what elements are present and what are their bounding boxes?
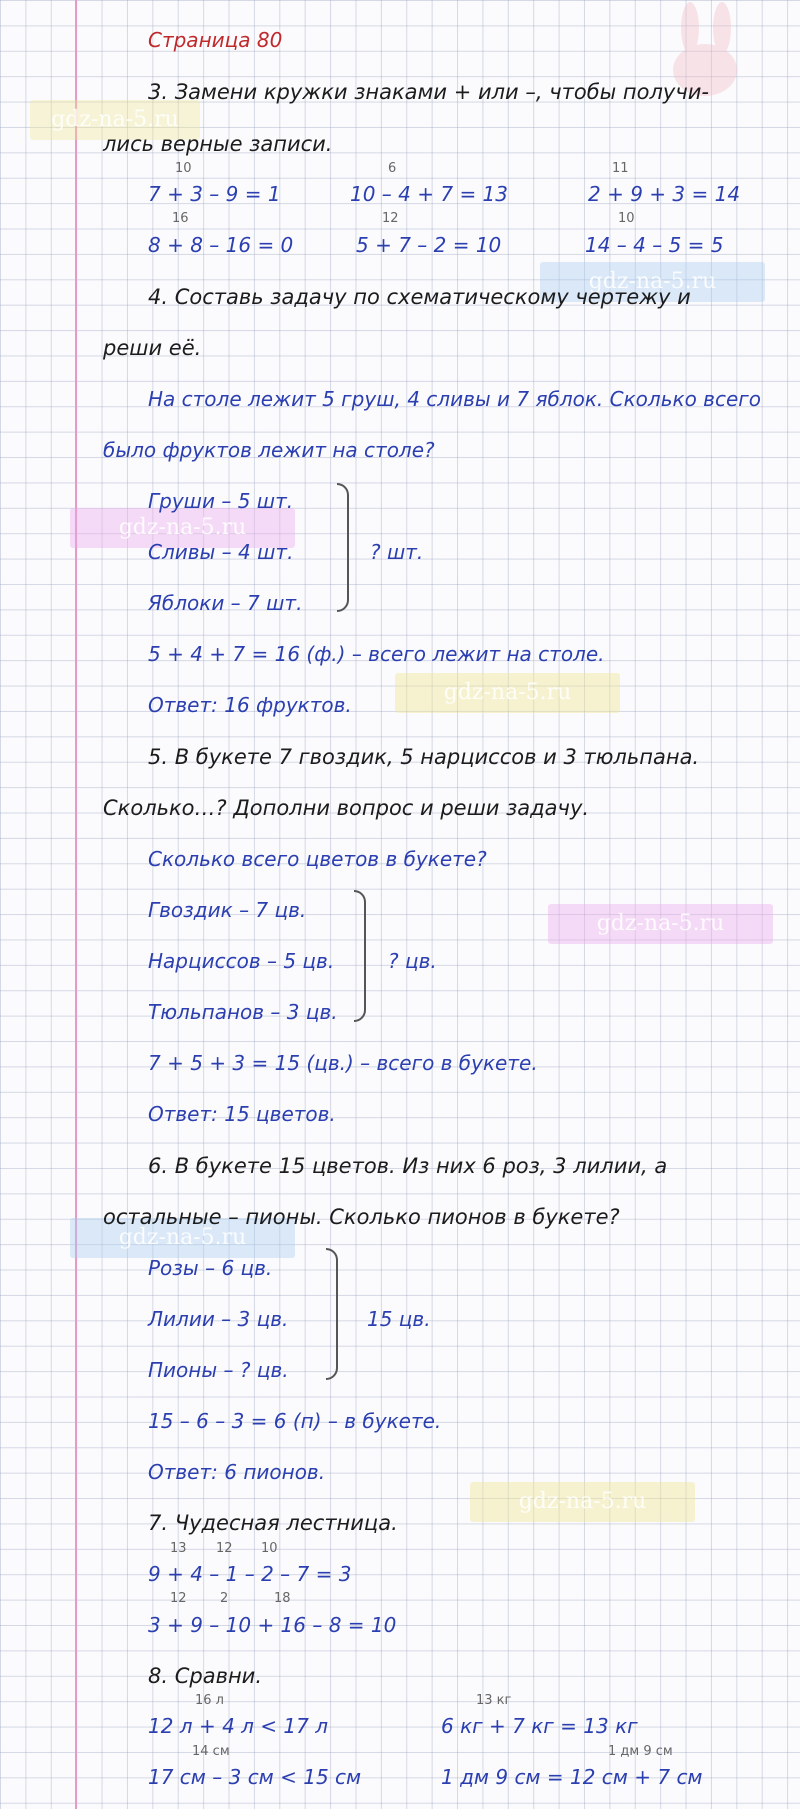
watermark: gdz-na-5.ru	[70, 1218, 295, 1258]
task4-scheme-item: Груши – 5 шт.	[148, 489, 294, 513]
task4-brace	[337, 483, 349, 612]
task8-comparison: 17 см – 3 см < 15 см	[148, 1765, 362, 1789]
task4-answer: Ответ: 16 фруктов.	[148, 693, 352, 717]
task7-title: 7. Чудесная лестница.	[148, 1511, 398, 1535]
task6-scheme-item: Розы – 6 цв.	[148, 1256, 273, 1280]
task7-note: 2	[220, 1591, 229, 1606]
task5-solution: 7 + 5 + 3 = 15 (цв.) – всего в букете.	[148, 1051, 538, 1075]
task6-scheme-item: Лилии – 3 цв.	[148, 1307, 289, 1331]
task3-line1: 3. Замени кружки знаками + или –, чтобы получи-	[148, 80, 709, 104]
task3-equation: 8 + 8 – 16 = 0	[148, 233, 294, 257]
watermark: gdz-na-5.ru	[30, 100, 200, 140]
watermark: gdz-na-5.ru	[470, 1482, 695, 1522]
watermark: gdz-na-5.ru	[548, 904, 773, 944]
watermark: gdz-na-5.ru	[70, 508, 295, 548]
task4-line2: реши её.	[103, 336, 202, 360]
task8-comparison: 12 л + 4 л < 17 л	[148, 1714, 328, 1738]
task5-scheme-total: ? цв.	[388, 949, 437, 973]
task3-note: 10	[618, 211, 635, 226]
task3-line2: лись верные записи.	[103, 132, 333, 156]
task7-note: 13	[170, 1541, 187, 1556]
task6-line1: 6. В букете 15 цветов. Из них 6 роз, 3 лилии, а	[148, 1154, 668, 1178]
task5-question: Сколько всего цветов в букете?	[148, 847, 487, 871]
task8-title: 8. Сравни.	[148, 1664, 263, 1688]
task3-note: 11	[612, 161, 629, 176]
task3-note: 16	[172, 211, 189, 226]
task5-scheme-item: Тюльпанов – 3 цв.	[148, 1000, 338, 1024]
task3-note: 10	[175, 161, 192, 176]
task3-equation: 14 – 4 – 5 = 5	[585, 233, 724, 257]
task5-scheme-item: Гвоздик – 7 цв.	[148, 898, 307, 922]
task6-answer: Ответ: 6 пионов.	[148, 1460, 326, 1484]
watermark: gdz-na-5.ru	[540, 262, 765, 302]
task7-note: 18	[274, 1591, 291, 1606]
task3-note: 6	[388, 161, 397, 176]
task7-note: 12	[216, 1541, 233, 1556]
notebook-margin-line	[75, 0, 77, 1809]
task8-comparison: 6 кг + 7 кг = 13 кг	[441, 1714, 638, 1738]
task6-brace	[326, 1248, 338, 1380]
task6-solution: 15 – 6 – 3 = 6 (п) – в букете.	[148, 1409, 442, 1433]
task4-problem-text: На столе лежит 5 груш, 4 сливы и 7 яблок. Сколько всего	[148, 387, 761, 411]
task8-note: 16 л	[195, 1693, 224, 1708]
task8-note: 1 дм 9 см	[608, 1744, 673, 1759]
task4-scheme-item: Яблоки – 7 шт.	[148, 591, 303, 615]
task7-note: 10	[261, 1541, 278, 1556]
task5-scheme-item: Нарциссов – 5 цв.	[148, 949, 335, 973]
task8-note: 13 кг	[476, 1693, 512, 1708]
task6-line2: остальные – пионы. Сколько пионов в букете?	[103, 1205, 620, 1229]
task7-note: 12	[170, 1591, 187, 1606]
watermark: gdz-na-5.ru	[395, 673, 620, 713]
task4-solution: 5 + 4 + 7 = 16 (ф.) – всего лежит на столе.	[148, 642, 605, 666]
page-title: Страница 80	[148, 28, 283, 52]
task4-scheme-item: Сливы – 4 шт.	[148, 540, 294, 564]
task5-brace	[354, 890, 366, 1022]
task3-equation: 2 + 9 + 3 = 14	[588, 182, 741, 206]
task4-scheme-total: ? шт.	[370, 540, 424, 564]
task3-note: 12	[382, 211, 399, 226]
task5-line1: 5. В букете 7 гвоздик, 5 нарциссов и 3 тюльпана.	[148, 745, 700, 769]
task4-line1: 4. Составь задачу по схематическому чертежу и	[148, 285, 691, 309]
task4-problem-text: было фруктов лежит на столе?	[103, 438, 435, 462]
task3-equation: 7 + 3 – 9 = 1	[148, 182, 281, 206]
task7-equation: 9 + 4 – 1 – 2 – 7 = 3	[148, 1562, 352, 1586]
task3-equation: 5 + 7 – 2 = 10	[356, 233, 502, 257]
task7-equation: 3 + 9 – 10 + 16 – 8 = 10	[148, 1613, 397, 1637]
task6-scheme-item: Пионы – ? цв.	[148, 1358, 289, 1382]
task8-comparison: 1 дм 9 см = 12 см + 7 см	[441, 1765, 703, 1789]
task6-scheme-total: 15 цв.	[367, 1307, 431, 1331]
task5-line2: Сколько…? Дополни вопрос и реши задачу.	[103, 796, 590, 820]
task5-answer: Ответ: 15 цветов.	[148, 1102, 336, 1126]
task8-note: 14 см	[192, 1744, 230, 1759]
task3-equation: 10 – 4 + 7 = 13	[350, 182, 509, 206]
